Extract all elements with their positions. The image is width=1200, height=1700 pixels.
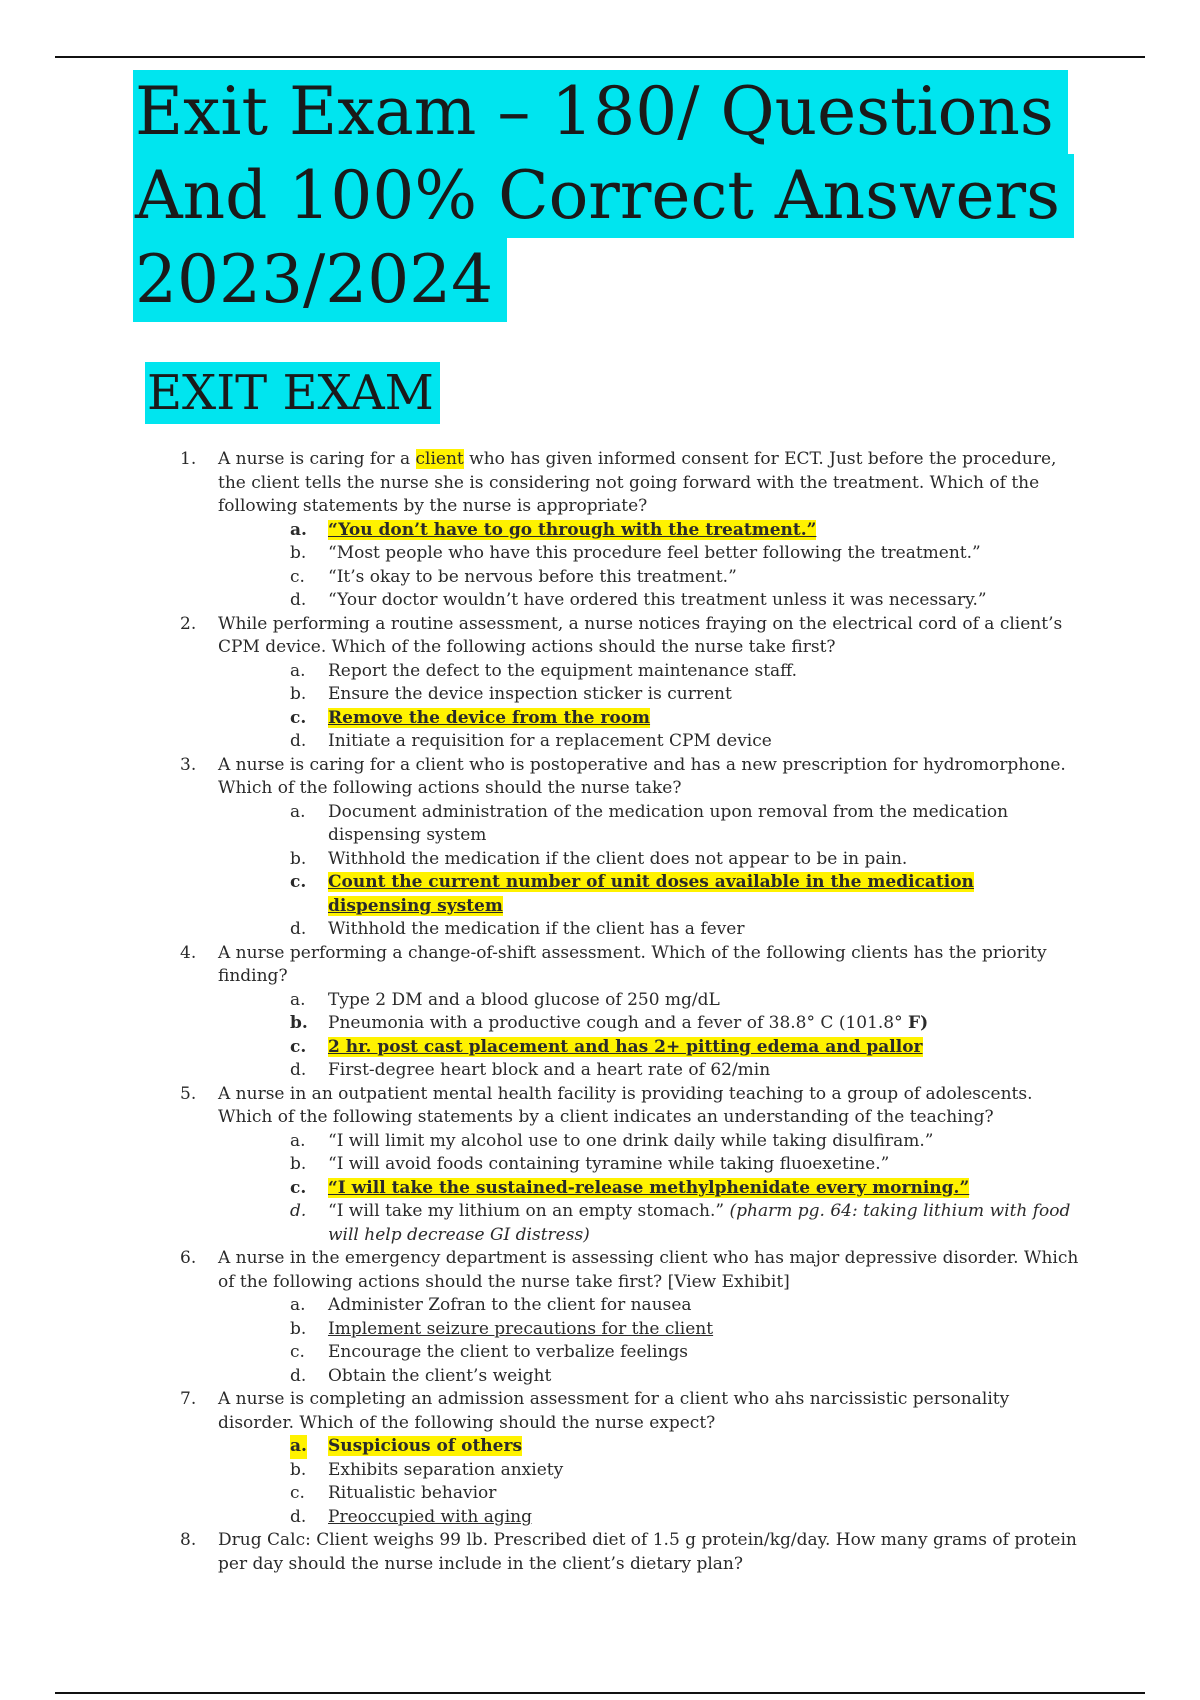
question-5 <box>180 1083 1080 1248</box>
option-a: a. Administer Zofran to the client for nausea <box>290 1295 692 1315</box>
option-c: c. “I will take the sustained-release methylphenidate every morning.” <box>290 1177 970 1198</box>
document-title <box>133 70 1074 322</box>
correct-answer: Count the current number of unit doses available in the medication dispensing system <box>328 872 974 916</box>
option-b: b. Pneumonia with a productive cough and a fever of 38.8° C (101.8° F) <box>290 1013 929 1033</box>
highlighted-word: client <box>415 449 464 469</box>
question-7 <box>180 1388 1080 1529</box>
option-c: c. 2 hr. post cast placement and has 2+ pitting edema and pallor <box>290 1036 923 1057</box>
option-d: d. Initiate a requisition for a replacement CPM device <box>290 731 772 751</box>
option-d: d. First-degree heart block and a heart rate of 62/min <box>290 1060 771 1080</box>
question-6 <box>180 1247 1080 1388</box>
option-a: a. “I will limit my alcohol use to one drink daily while taking disulfiram.” <box>290 1130 934 1151</box>
header-rule <box>55 56 1145 58</box>
option-d: d. Preoccupied with aging <box>290 1506 532 1527</box>
question-number: 6. <box>180 1248 197 1268</box>
option-a: a. Report the defect to the equipment maintenance staff. <box>290 660 798 681</box>
option-b: b. Ensure the device inspection sticker is current <box>290 684 732 704</box>
option-b: b. “I will avoid foods containing tyramine while taking fluoexetine.” <box>290 1154 890 1174</box>
question-3 <box>180 754 1080 942</box>
footer-rule <box>55 1692 1145 1694</box>
correct-answer: “I will take the sustained-release methylphenidate every morning.” <box>328 1177 970 1198</box>
correct-answer: Remove the device from the room <box>328 707 651 728</box>
question-8 <box>180 1529 1080 1576</box>
option-a: a. Type 2 DM and a blood glucose of 250 mg/dL <box>290 989 720 1010</box>
question-list <box>180 448 1080 1576</box>
question-4 <box>180 942 1080 1083</box>
option-d: d. Obtain the client’s weight <box>290 1365 552 1386</box>
option-note: (pharm pg. 64: taking lithium with food will help decrease GI distress) <box>328 1201 1071 1245</box>
question-number: 7. <box>180 1389 197 1409</box>
section-title: EXIT EXAM <box>145 362 440 424</box>
question-number: 8. <box>180 1530 197 1550</box>
correct-answer: Suspicious of others <box>328 1436 523 1456</box>
title-line-1: Exit Exam – 180/ Questions <box>133 70 1068 154</box>
option-c: c. Remove the device from the room <box>290 707 651 728</box>
option-d: d. Withhold the medication if the client has a fever <box>290 919 745 939</box>
question-text: A nurse is completing an admission assessment for a client who ahs narcissistic personality disorder. Which of the following should the nurse expect? <box>218 1389 1010 1433</box>
option-d: d. “I will take my lithium on an empty stomach.” (pharm pg. 64: taking lithium with food will help decrease GI distress) <box>290 1201 1071 1245</box>
question-text: A nurse is caring for a client who is postoperative and has a new prescription for hydromorphone. Which of the following actions should the nurse take? <box>218 754 1066 798</box>
option-b: b. “Most people who have this procedure feel better following the treatment.” <box>290 543 981 563</box>
title-line-3: 2023/2024 <box>133 238 507 322</box>
option-d: d. “Your doctor wouldn’t have ordered this treatment unless it was necessary.” <box>290 590 987 610</box>
question-text: A nurse is caring for a client who has given informed consent for ECT. Just before the procedure, the client tells the nurse she is considering not going forward with the treatment. Which of the following statements by the nurse is appropriate? <box>218 449 1057 516</box>
question-text: While performing a routine assessment, a nurse notices fraying on the electrical cord of a client’s CPM device. Which of the following actions should the nurse take first? <box>218 613 1063 657</box>
question-number: 4. <box>180 942 197 963</box>
correct-answer: 2 hr. post cast placement and has 2+ pitting edema and pallor <box>328 1036 923 1057</box>
question-1 <box>180 448 1080 613</box>
question-number: 5. <box>180 1083 197 1104</box>
question-text: A nurse in an outpatient mental health facility is providing teaching to a group of adolescents. Which of the following statements by a client indicates an understanding of the teaching? <box>218 1083 1033 1127</box>
question-number: 3. <box>180 754 197 775</box>
option-c: c. Count the current number of unit doses available in the medication dispensing system <box>290 872 974 916</box>
question-text: Drug Calc: Client weighs 99 lb. Prescribed diet of 1.5 g protein/kg/day. How many grams of protein per day should the nurse include in the client’s dietary plan? <box>218 1530 1077 1574</box>
title-line-2: And 100% Correct Answers <box>133 154 1074 238</box>
question-2 <box>180 613 1080 754</box>
option-a: a. Suspicious of others <box>218 1435 1080 1459</box>
option-a: a. Document administration of the medication upon removal from the medication dispensing system <box>290 801 1009 845</box>
option-c: c. “It’s okay to be nervous before this treatment.” <box>290 566 737 587</box>
option-b: b. Exhibits separation anxiety <box>290 1459 564 1480</box>
underlined-answer: Implement seizure precautions for the client <box>328 1318 714 1339</box>
correct-answer: “You don’t have to go through with the treatment.” <box>328 519 817 540</box>
question-text: A nurse in the emergency department is assessing client who has major depressive disorder. Which of the following actions should the nurse take first? [View Exhibit] <box>218 1248 1079 1292</box>
option-c: c. Encourage the client to verbalize feelings <box>290 1342 688 1362</box>
question-text: A nurse performing a change-of-shift assessment. Which of the following clients has the priority finding? <box>218 942 1047 986</box>
option-a: a. “You don’t have to go through with the treatment.” <box>290 519 817 540</box>
underlined-answer: Preoccupied with aging <box>328 1506 532 1527</box>
question-number: 2. <box>180 613 197 634</box>
question-number: 1. <box>180 449 197 469</box>
option-c: c. Ritualistic behavior <box>290 1483 497 1503</box>
option-b: b. Withhold the medication if the client does not appear to be in pain. <box>290 848 908 869</box>
option-b: b. Implement seizure precautions for the client <box>290 1318 714 1339</box>
